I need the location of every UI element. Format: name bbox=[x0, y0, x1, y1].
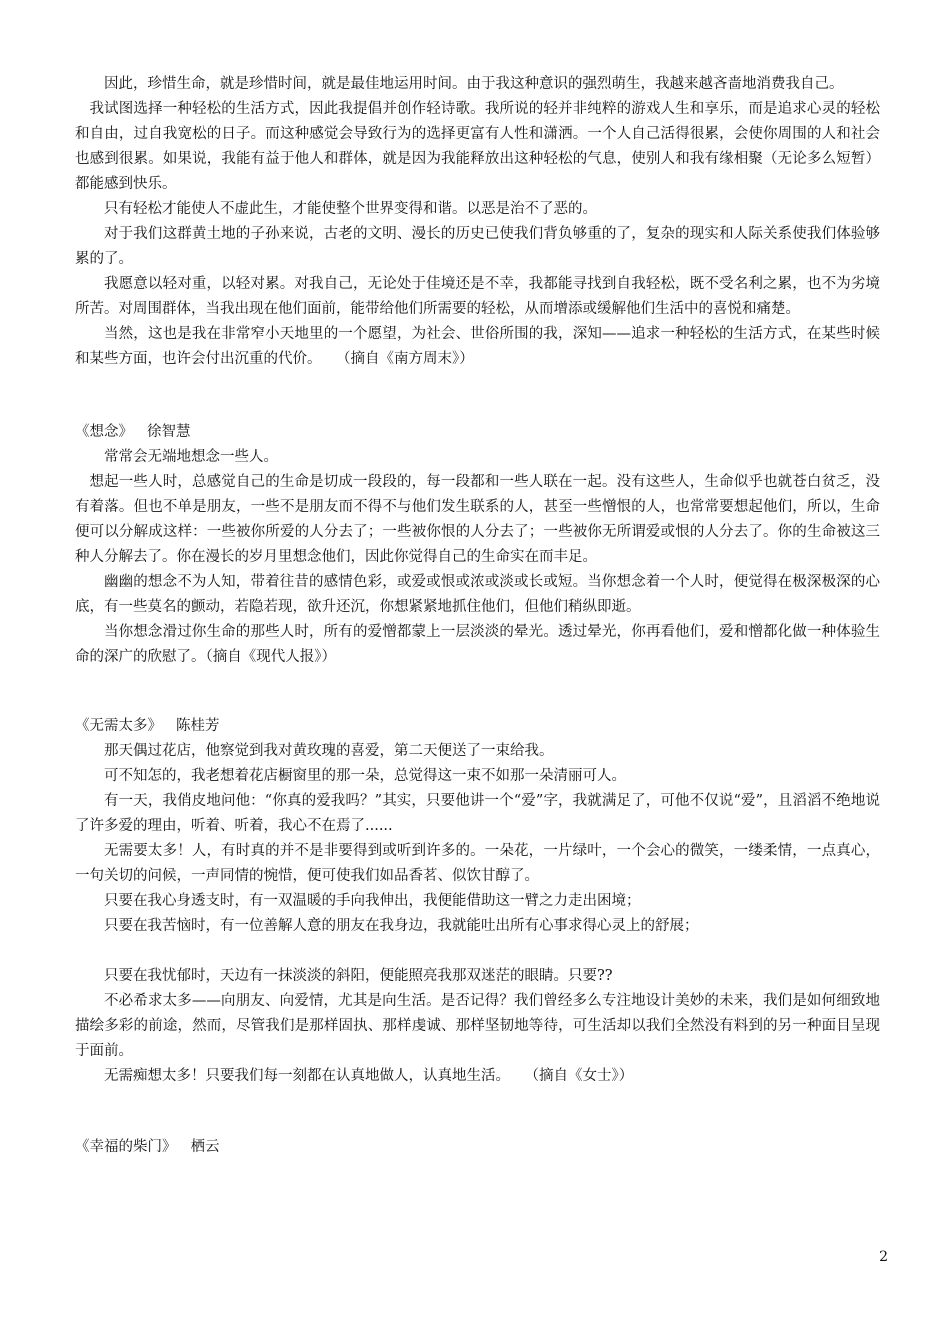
paragraph: 不必希求太多——向朋友、向爱情，尤其是向生活。是否记得？我们曾经多么专注地设计美妙的未来，我们是如何细致地描绘多彩的前途，然而，尽管我们是那样固执、那样虔诚、那样坚韧地等待，可生活却以我们全然没有料到的另一种面目呈现于面前。 bbox=[75, 993, 880, 1059]
paragraph: 只有轻松才能使人不虚此生，才能使整个世界变得和谐。以恶是治不了恶的。 bbox=[104, 201, 597, 217]
paragraph: 无需痴想太多！只要我们每一刻都在认真地做人，认真地生活。 （摘自《女士》） bbox=[104, 1068, 634, 1084]
essay-author: 徐智慧 bbox=[147, 424, 191, 440]
paragraph: 当你想念滑过你生命的那些人时，所有的爱憎都蒙上一层淡淡的晕光。透过晕光，你再看他们，爱和憎都化做一种体验生命的深广的欣慰了。（摘自《现代人报》） bbox=[75, 624, 880, 665]
essay-not-too-much bbox=[75, 714, 880, 1089]
paragraph: 常常会无端地想念一些人。 bbox=[104, 449, 278, 465]
essay-author: 栖云 bbox=[190, 1139, 220, 1155]
essay-title-line bbox=[75, 1135, 880, 1160]
paragraph: 有一天，我俏皮地问他：“你真的爱我吗？”其实，只要他讲一个“爱”字，我就满足了，可他不仅说“爱”，且滔滔不绝地说了许多爱的理由，听着、听着，我心不在焉了...... bbox=[75, 793, 880, 834]
paragraph: 只要在我忧郁时，天边有一抹淡淡的斜阳，便能照亮我那双迷茫的眼睛。只要?? bbox=[104, 968, 613, 984]
paragraph: 因此，珍惜生命，就是珍惜时间，就是最佳地运用时间。由于我这种意识的强烈萌生，我越来越吝啬地消费我自己。 bbox=[104, 76, 844, 92]
paragraph: 对于我们这群黄土地的子孙来说，古老的文明、漫长的历史已使我们背负够重的了，复杂的现实和人际关系使我们体验够累的了。 bbox=[75, 226, 880, 267]
essay-light-life bbox=[75, 72, 880, 372]
essay-title: 《无需太多》 bbox=[75, 718, 162, 734]
essay-author: 陈桂芳 bbox=[176, 718, 220, 734]
paragraph: 只要在我心身透支时，有一双温暖的手向我伸出，我便能借助这一臂之力走出困境； bbox=[104, 893, 641, 909]
essay-happy-door bbox=[75, 1135, 880, 1160]
essay-missing bbox=[75, 420, 880, 670]
essay-title-line bbox=[75, 420, 880, 445]
paragraph: 当然，这也是我在非常窄小天地里的一个愿望，为社会、世俗所围的我，深知——追求一种轻松的生活方式，在某些时候和某些方面，也许会付出沉重的代价。 （摘自《南方周末》） bbox=[75, 326, 880, 367]
paragraph: 幽幽的想念不为人知，带着往昔的感情色彩，或爱或恨或浓或淡或长或短。当你想念着一个人时，便觉得在极深极深的心底，有一些莫名的颤动，若隐若现，欲升还沉，你想紧紧地抓住他们，但他们稍纵即逝。 bbox=[75, 574, 880, 615]
paragraph: 我愿意以轻对重，以轻对累。对我自己，无论处于佳境还是不幸，我都能寻找到自我轻松，既不受名利之累，也不为劣境所苦。对周围群体，当我出现在他们面前，能带给他们所需要的轻松，从而增添或缓解他们生活中的喜悦和痛楚。 bbox=[75, 276, 880, 317]
essay-title-line bbox=[75, 714, 880, 739]
paragraph: 无需要太多！人，有时真的并不是非要得到或听到许多的。一朵花，一片绿叶，一个会心的微笑，一缕柔情，一点真心，一句关切的问候，一声同情的惋惜，便可使我们如品香茗、似饮甘醇了。 bbox=[75, 843, 880, 884]
paragraph: 只要在我苦恼时，有一位善解人意的朋友在我身边，我就能吐出所有心事求得心灵上的舒展； bbox=[104, 918, 699, 934]
essay-title: 《想念》 bbox=[75, 424, 133, 440]
page-number: 2 bbox=[879, 1249, 888, 1265]
essay-title: 《幸福的柴门》 bbox=[75, 1139, 177, 1155]
paragraph: 那天偶过花店，他察觉到我对黄玫瑰的喜爱，第二天便送了一束给我。 bbox=[104, 743, 554, 759]
paragraph: 我试图选择一种轻松的生活方式，因此我提倡并创作轻诗歌。我所说的轻并非纯粹的游戏人生和享乐，而是追求心灵的轻松和自由，过自我宽松的日子。而这种感觉会导致行为的选择更富有人性和潇洒。一个人自己活得很累，会使你周围的人和社会也感到很累。如果说，我能有益于他人和群体，就是因为我能释放出这种轻松的气息，使别人和我有缘相聚（无论多么短暂）都能感到快乐。 bbox=[75, 101, 880, 192]
document-body bbox=[75, 72, 880, 1160]
paragraph: 可不知怎的，我老想着花店橱窗里的那一朵，总觉得这一束不如那一朵清丽可人。 bbox=[104, 768, 626, 784]
paragraph: 想起一些人时，总感觉自己的生命是切成一段段的，每一段都和一些人联在一起。没有这些人，生命似乎也就苍白贫乏，没有着落。但也不单是朋友，一些不是朋友而不得不与他们发生联系的人，甚至一些憎恨的人，也常常要想起他们，所以，生命便可以分解成这样：一些被你所爱的人分去了；一些被你恨的人分去了；一些被你无所谓爱或恨的人分去了。你的生命被这三种人分解去了。你在漫长的岁月里想念他们，因此你觉得自己的生命实在而丰足。 bbox=[75, 474, 880, 565]
